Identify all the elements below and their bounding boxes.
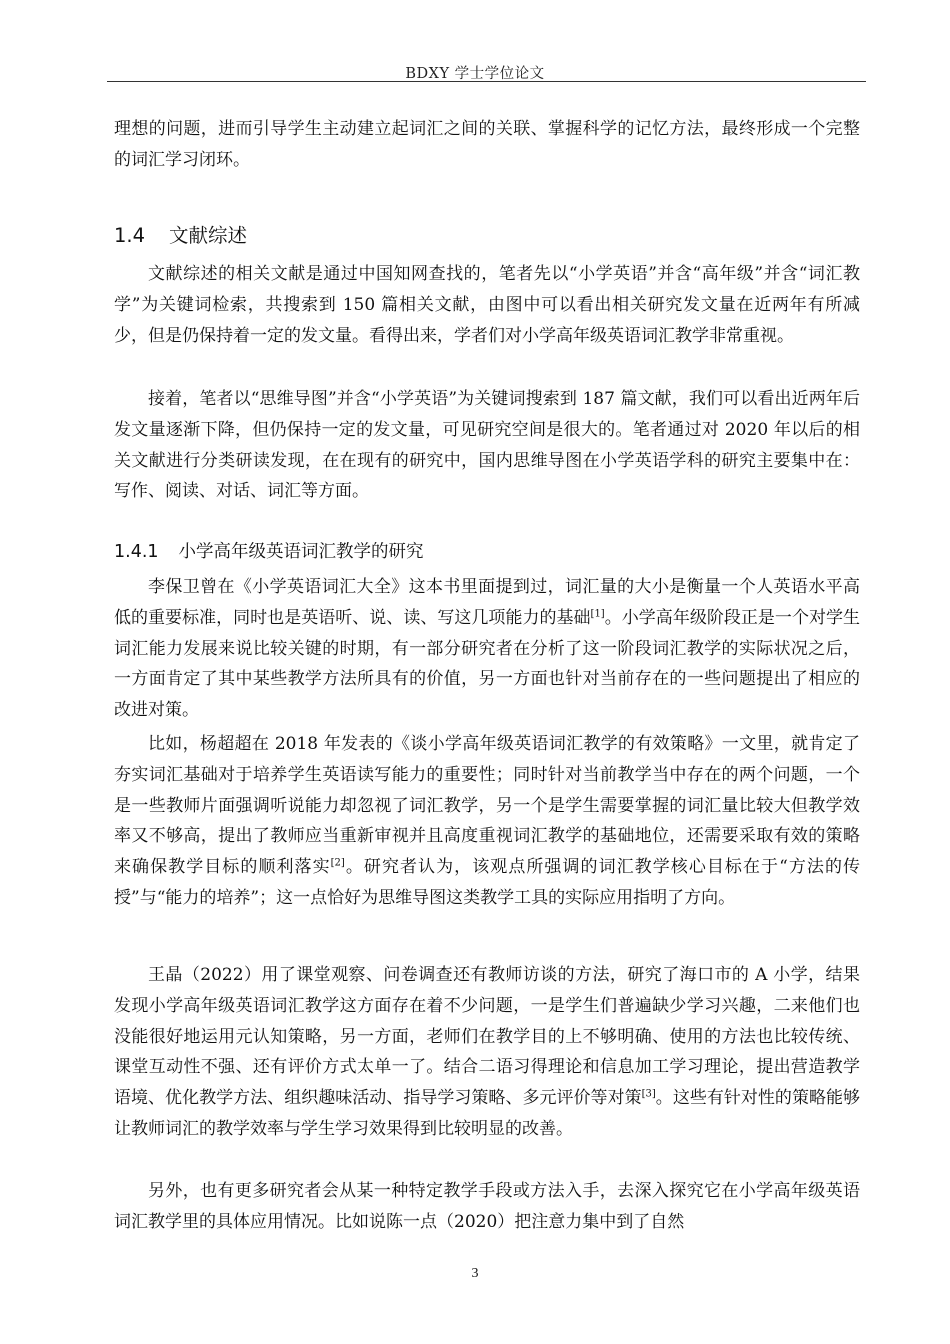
paragraph-body: 比如，杨超超在 2018 年发表的《谈小学高年级英语词汇教学的有效策略》一文里，就肯定了夯实词汇基础对于培养学生英语读写能力的重要性；同时针对当前教学当中存在的两个问题，一个是一些教师片面强调听说能力却忽视了词汇教学，另一个是学生需要掌握的词汇量比较大但教学效率又不够高，提出了教师应当重新审视并且高度重视词汇教学的基础地位，还需要采取有效的策略来确保教学目标的顺利落实 bbox=[114, 734, 860, 878]
subsection-paragraph-4 bbox=[114, 1176, 860, 1238]
section-paragraph-2 bbox=[114, 384, 860, 507]
paragraph-body: 李保卫曾在《小学英语词汇大全》这本书里面提到过，词汇量的大小是衡量一个人英语水平高低的重要标准，同时也是英语听、说、读、写这几项能力的基础 bbox=[114, 577, 860, 628]
citation-marker: [1] bbox=[590, 608, 605, 620]
paragraph-text bbox=[114, 572, 860, 726]
paragraph-text: 理想的问题，进而引导学生主动建立起词汇之间的关联、掌握科学的记忆方法，最终形成一个完整的词汇学习闭环。 bbox=[114, 119, 860, 170]
paragraph-text: 接着，笔者以“思维导图”并含“小学英语”为关键词搜索到 187 篇文献，我们可以看出近两年后发文量逐渐下降，但仍保持一定的发文量，可见研究空间是很大的。笔者通过对 2020 年以后的相关文献进行分类研读发现，在在现有的研究中，国内思维导图在小学英语学科的研究主要集中在：写作、阅读、对话、词汇等方面。 bbox=[114, 389, 860, 502]
subsection-heading bbox=[114, 538, 424, 563]
section-heading bbox=[114, 220, 247, 248]
paragraph-text bbox=[114, 729, 860, 914]
page-number: 3 bbox=[471, 1266, 479, 1281]
section-number: 1.4 bbox=[114, 224, 146, 247]
subsection-paragraph-3 bbox=[114, 960, 860, 1145]
paragraph-text bbox=[114, 960, 860, 1145]
subsection-paragraph-2 bbox=[114, 729, 860, 914]
citation-marker: [3] bbox=[641, 1088, 656, 1100]
paragraph-text bbox=[114, 1176, 860, 1238]
paragraph-body-continued: 。研究者认为，该观点所强调的词汇教学核心目标在于“方法的传授”与“能力的培养”；这一点恰好为思维导图这类教学工具的实际应用指明了方向。 bbox=[114, 857, 860, 908]
intro-paragraph bbox=[114, 114, 860, 176]
section-paragraph-1 bbox=[114, 259, 860, 351]
header-divider bbox=[107, 81, 866, 82]
section-title: 文献综述 bbox=[169, 224, 248, 247]
subsection-number: 1.4.1 bbox=[114, 542, 159, 562]
paragraph-body: 王晶（2022）用了课堂观察、问卷调查还有教师访谈的方法，研究了海口市的 A 小学，结果发现小学高年级英语词汇教学这方面存在着不少问题，一是学生们普遍缺少学习兴趣，二来他们也没能很好地运用元认知策略，另一方面，老师们在教学目的上不够明确、使用的方法也比较传统、课堂互动性不强、还有评价方式太单一了。结合二语习得理论和信息加工学习理论，提出营造教学语境、优化教学方法、组织趣味活动、指导学习策略、多元评价等对策 bbox=[114, 965, 860, 1109]
subsection-paragraph-1 bbox=[114, 572, 860, 726]
paragraph-body-continued: 。这些有针对性的策略能够让教师词汇的教学效率与学生学习效果得到比较明显的改善。 bbox=[114, 1088, 861, 1139]
paragraph-body: 另外，也有更多研究者会从某一种特定教学手段或方法入手，去深入探究它在小学高年级英语词汇教学里的具体应用情况。比如说陈一点（2020）把注意力集中到了自然 bbox=[114, 1181, 860, 1232]
citation-marker: [2] bbox=[330, 857, 345, 869]
paragraph-body-continued: 。小学高年级阶段正是一个对学生词汇能力发展来说比较关键的时期，有一部分研究者在分析了这一阶段词汇教学的实际状况之后，一方面肯定了其中某些教学方法所具有的价值，另一方面也针对当前存在的一些问题提出了相应的改进对策。 bbox=[114, 607, 861, 721]
running-header: BDXY 学士学位论文 bbox=[405, 66, 545, 82]
paragraph-text: 文献综述的相关文献是通过中国知网查找的，笔者先以“小学英语”并含“高年级”并含“词汇教学”为关键词检索，共搜索到 150 篇相关文献，由图中可以看出相关研究发文量在近两年有所减少，但是仍保持着一定的发文量。看得出来，学者们对小学高年级英语词汇教学非常重视。 bbox=[114, 264, 860, 346]
subsection-title: 小学高年级英语词汇教学的研究 bbox=[178, 542, 424, 562]
